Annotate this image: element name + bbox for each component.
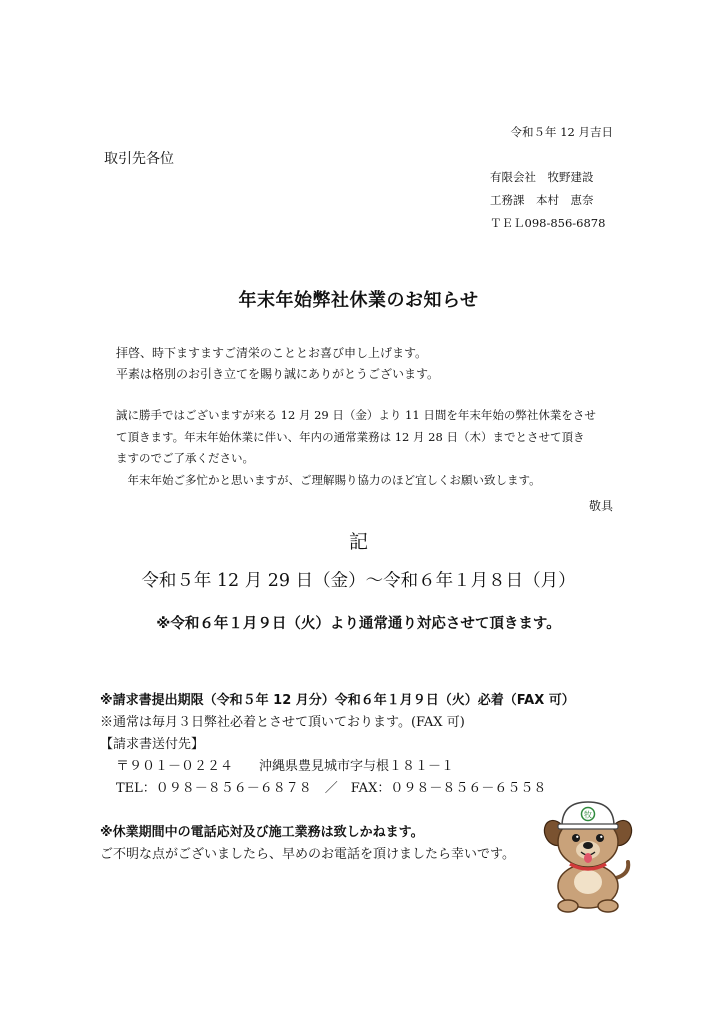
invoice-contact: TEL：０９８－８５６－６８７８ ／ FAX：０９８－８５６－６５５８ <box>116 781 547 796</box>
sender-block <box>490 166 605 235</box>
recipient: 取引先各位 <box>104 151 174 167</box>
closing-notes <box>100 822 515 866</box>
issue-date: 令和５年 12 月吉日 <box>510 125 613 139</box>
holiday-period: 令和５年 12 月 29 日（金）～令和６年１月８日（月） <box>141 571 576 591</box>
page-title: 年末年始弊社休業のお知らせ <box>238 290 479 311</box>
body-paragraph <box>116 405 616 491</box>
closing-contact-request: ご不明な点がございましたら、早めのお電話を頂けましたら幸いです。 <box>100 847 515 862</box>
body-line: 誠に勝手ではございますが来る 12 月 29 日（金）より 11 日間を年末年始の弊社休業をさせ <box>116 408 596 422</box>
greeting-line: 拝啓、時下ますますご清栄のこととお喜び申し上げます。 <box>116 346 428 360</box>
sender-department: 工務課 本村 恵奈 <box>490 193 594 207</box>
invoice-deadline: ※請求書提出期限（令和５年 12 月分）令和６年１月９日（火）必着（FAX 可） <box>100 693 575 708</box>
sender-company: 有限会社 牧野建設 <box>490 170 594 184</box>
helmet-mark: 牧 <box>584 810 592 820</box>
sender-tel: ＴＥＬ098-856-6878 <box>490 216 606 230</box>
ki-heading: 記 <box>348 531 368 553</box>
resume-note: ※令和６年１月９日（火）より通常通り対応させて頂きます。 <box>156 616 561 632</box>
body-line: て頂きます。年末年始休業に伴い、年内の通常業務は 12 月 28 日（木）までとさせて頂き <box>116 429 585 444</box>
invoice-section <box>100 690 575 800</box>
body-line: 年末年始ご多忙かと思いますが、ご理解賜り協力のほど宜しくお願い致します。 <box>116 472 541 487</box>
invoice-address: 〒９０１－０２２４ 沖縄県豊見城市字与根１８１－１ <box>116 759 455 774</box>
closing-word: 敬具 <box>588 499 613 513</box>
closing-notice: ※休業期間中の電話応対及び施工業務は致しかねます。 <box>100 825 424 840</box>
greeting-line: 平素は格別のお引き立てを賜り誠にありがとうございます。 <box>116 367 440 381</box>
dog-mascot-icon <box>538 796 638 916</box>
invoice-usual: ※通常は毎月３日弊社必着とさせて頂いております。(FAX 可) <box>100 715 465 730</box>
invoice-send-to-label: 【請求書送付先】 <box>100 737 205 752</box>
greeting <box>116 343 439 385</box>
body-line: ますのでご了承ください。 <box>116 451 254 465</box>
